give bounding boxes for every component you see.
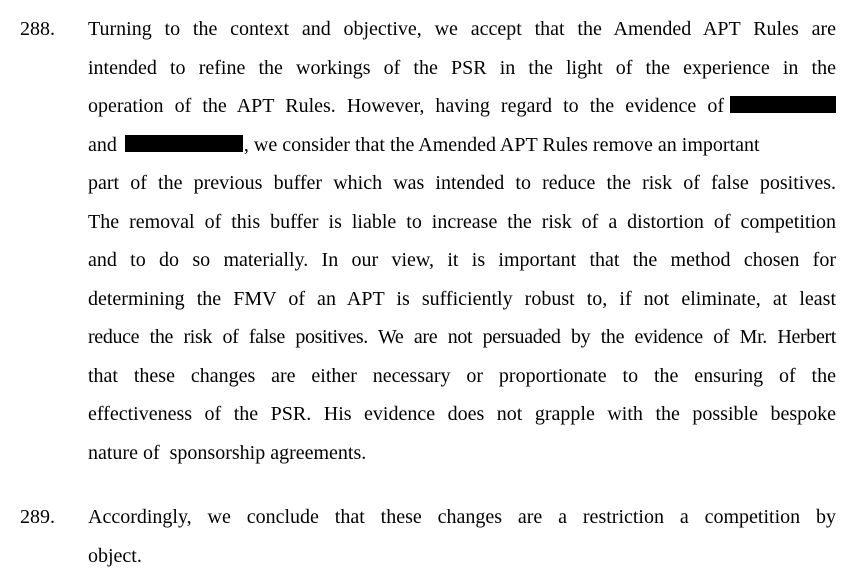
text-segment: and to do so materially. In our view, it is important that the method chosen for <box>88 249 836 271</box>
redaction-box <box>125 135 243 152</box>
text-segment: that these changes are either necessary or proportionate to the ensuring of the <box>88 364 836 387</box>
text-line <box>88 49 836 88</box>
text-line <box>88 241 836 280</box>
text-line <box>88 318 836 357</box>
redaction-box <box>730 96 836 113</box>
text-segment: , we consider that the Amended APT Rules remove an important <box>243 133 760 156</box>
text-segment: part of the previous buffer which was intended to reduce the risk of false positives. <box>88 172 836 194</box>
text-segment: nature of sponsorship agreements. <box>88 441 367 464</box>
text-line <box>88 537 836 576</box>
text-line <box>88 164 836 203</box>
paragraph-body <box>88 498 836 575</box>
text-line <box>88 498 836 537</box>
text-segment: Turning to the context and objective, we accept that the Amended APT Rules are <box>88 18 836 40</box>
text-segment: Accordingly, we conclude that these changes are a restriction a competition by <box>88 506 836 528</box>
text-segment: determining the FMV of an APT is sufficiently robust to, if not eliminate, at least <box>88 287 836 310</box>
text-segment: and <box>88 133 117 156</box>
text-segment: The removal of this buffer is liable to increase the risk of a distortion of competition <box>88 210 836 233</box>
paragraph-number: 289. <box>20 506 55 528</box>
text-line <box>88 87 836 126</box>
text-line <box>88 126 836 165</box>
text-segment: effectiveness of the PSR. His evidence does not grapple with the possible bespoke <box>88 403 836 425</box>
text-line <box>88 280 836 319</box>
text-line <box>88 395 836 434</box>
text-line <box>88 10 836 49</box>
text-line <box>88 357 836 396</box>
paragraph-number: 288. <box>20 18 55 40</box>
text-segment: operation of the APT Rules. However, having regard to the evidence of <box>88 95 724 117</box>
text-segment: intended to refine the workings of the PSR in the light of the experience in the <box>88 56 836 79</box>
paragraph-body <box>88 10 836 472</box>
text-segment: reduce the risk of false positives. We are not persuaded by the evidence of Mr. Herbert <box>88 326 836 348</box>
text-line <box>88 203 836 242</box>
text-line <box>88 434 836 473</box>
text-segment: object. <box>88 544 142 567</box>
